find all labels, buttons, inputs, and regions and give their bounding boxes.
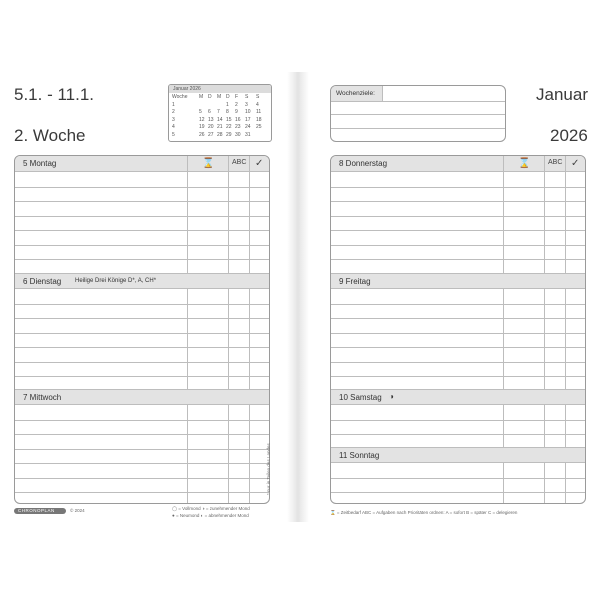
moon-legend-2: ● = Neumond ◐ = abnehmender Mond — [172, 513, 249, 518]
mini-calendar-cell: 1 — [172, 101, 175, 108]
ruled-line — [331, 420, 585, 421]
ruled-line — [331, 187, 585, 188]
ruled-line — [331, 318, 585, 319]
day-label: 11 Sonntag — [339, 451, 380, 460]
ruled-line — [15, 449, 269, 450]
year: 2026 — [550, 126, 588, 145]
mini-calendar-cell: 14 — [217, 116, 223, 123]
mini-calendar-header: M — [199, 94, 204, 100]
mini-calendar-cell: 12 — [199, 116, 205, 123]
ruled-line — [15, 434, 269, 435]
ruled-line — [331, 376, 585, 377]
mini-calendar-header: Woche — [172, 94, 188, 100]
ruled-line — [15, 259, 269, 260]
mini-calendar-cell: 15 — [226, 116, 232, 123]
check-icon: ✓ — [571, 158, 580, 169]
brand-logo — [14, 508, 66, 514]
book-spine — [287, 72, 309, 522]
mini-calendar-cell: 13 — [208, 116, 214, 123]
ruled-line — [15, 347, 269, 348]
priority-legend: ⌛ = Zeitbedarf ABC = Aufgaben nach Prioritäten ordnen: A = sofort B = später C = delegieren — [330, 510, 518, 515]
day-header-monday — [15, 156, 269, 172]
ruled-line — [15, 463, 269, 464]
mini-calendar-cell: 5 — [172, 131, 175, 138]
ruled-line — [15, 478, 269, 479]
mini-calendar-cell: 28 — [217, 131, 223, 138]
ruled-line — [331, 245, 585, 246]
ruled-line — [15, 362, 269, 363]
date-range: 5.1. - 11.1. — [14, 85, 95, 104]
mini-calendar-header: S — [245, 94, 249, 100]
mini-calendar-cell: 2 — [172, 109, 175, 115]
day-label: 10 Samstag — [339, 393, 382, 402]
mini-calendar-title: Januar 2026 — [173, 86, 201, 92]
mini-calendar-header: F — [235, 94, 239, 100]
day-header-friday — [331, 273, 585, 289]
mini-calendar-cell: 25 — [256, 124, 262, 130]
column-divider — [228, 156, 229, 503]
mini-calendar-cell: 16 — [235, 116, 241, 123]
holiday-note: Heilige Drei Könige D*, A, CH* — [75, 278, 157, 284]
ruled-line — [15, 245, 269, 246]
mini-calendar-cell: 3 — [245, 101, 248, 108]
ruled-line — [331, 434, 585, 435]
mini-calendar-header: D — [208, 94, 212, 100]
mini-calendar-cell: 26 — [199, 131, 205, 138]
month-name: Januar — [536, 85, 588, 104]
mini-calendar-cell: 18 — [256, 116, 262, 123]
mini-calendar-cell: 19 — [199, 124, 205, 130]
column-divider — [249, 156, 250, 503]
ruled-line — [331, 230, 585, 231]
abc-icon: ABC — [548, 159, 563, 166]
right-day-grid — [330, 155, 586, 504]
ruled-line — [331, 201, 585, 202]
mini-calendar-cell: 7 — [217, 109, 220, 115]
mini-calendar — [168, 84, 272, 142]
side-note: * nur in Teilen des Landes — [266, 443, 271, 495]
mini-calendar-cell: 29 — [226, 131, 232, 138]
mini-calendar-cell: 9 — [235, 109, 238, 115]
mini-calendar-cell: 30 — [235, 131, 241, 138]
mini-calendar-header: D — [226, 94, 230, 100]
ruled-line — [331, 347, 585, 348]
mini-calendar-cell: 6 — [208, 109, 211, 115]
copyright: © 2024 — [70, 508, 85, 513]
column-divider — [187, 156, 188, 503]
ruled-line — [15, 492, 269, 493]
mini-calendar-cell: 5 — [199, 109, 202, 115]
day-header-saturday — [331, 389, 585, 405]
day-header-thursday — [331, 156, 585, 172]
mini-calendar-cell: 8 — [226, 109, 229, 115]
day-label: 9 Freitag — [339, 277, 371, 286]
mini-calendar-cell: 24 — [245, 124, 251, 130]
day-label: 6 Dienstag — [23, 277, 62, 286]
ruled-line — [331, 333, 585, 334]
moon-legend-1: ◯ = Vollmond ◑ = zunehmender Mond — [172, 506, 250, 511]
day-label: 7 Mittwoch — [23, 393, 62, 402]
mini-calendar-cell: 11 — [256, 109, 262, 115]
ruled-line — [15, 230, 269, 231]
ruled-line — [15, 187, 269, 188]
day-label: 5 Montag — [23, 159, 57, 168]
ruled-line — [15, 201, 269, 202]
ruled-line — [15, 304, 269, 305]
mini-calendar-cell: 22 — [226, 124, 232, 130]
day-header-sunday — [331, 447, 585, 463]
mini-calendar-cell: 1 — [226, 101, 229, 108]
mini-calendar-cell: 10 — [245, 109, 251, 115]
ruled-line — [331, 259, 585, 260]
mini-calendar-cell: 17 — [245, 116, 251, 123]
mini-calendar-header: S — [256, 94, 260, 100]
mini-calendar-cell: 4 — [256, 101, 259, 108]
day-label: 8 Donnerstag — [339, 159, 388, 168]
ruled-line — [15, 376, 269, 377]
day-header-wednesday — [15, 389, 269, 405]
hourglass-icon: ⌛ — [202, 158, 215, 169]
mini-calendar-cell: 21 — [217, 124, 223, 130]
left-day-grid — [14, 155, 270, 504]
ruled-line — [15, 216, 269, 217]
ruled-line — [15, 333, 269, 334]
mini-calendar-cell: 4 — [172, 124, 175, 130]
moon-phase-icon: ◑ — [389, 392, 394, 401]
weekly-goals-box — [330, 85, 506, 142]
mini-calendar-cell: 20 — [208, 124, 214, 130]
mini-calendar-cell: 23 — [235, 124, 241, 130]
brand-text: CHRONOPLAN — [18, 508, 55, 513]
ruled-line — [331, 362, 585, 363]
ruled-line — [331, 216, 585, 217]
ruled-line — [331, 478, 585, 479]
hourglass-icon: ⌛ — [518, 158, 531, 169]
ruled-line — [15, 420, 269, 421]
goals-label: Wochenziele: — [336, 90, 375, 97]
mini-calendar-cell: 31 — [245, 131, 251, 138]
ruled-line — [15, 318, 269, 319]
ruled-line — [331, 492, 585, 493]
check-icon: ✓ — [255, 158, 264, 169]
ruled-line — [331, 304, 585, 305]
mini-calendar-cell: 27 — [208, 131, 214, 138]
mini-calendar-header: M — [217, 94, 222, 100]
week-number: 2. Woche — [14, 126, 86, 145]
mini-calendar-cell: 3 — [172, 116, 175, 123]
day-header-tuesday — [15, 273, 269, 289]
mini-calendar-cell: 2 — [235, 101, 238, 108]
abc-icon: ABC — [232, 159, 247, 166]
